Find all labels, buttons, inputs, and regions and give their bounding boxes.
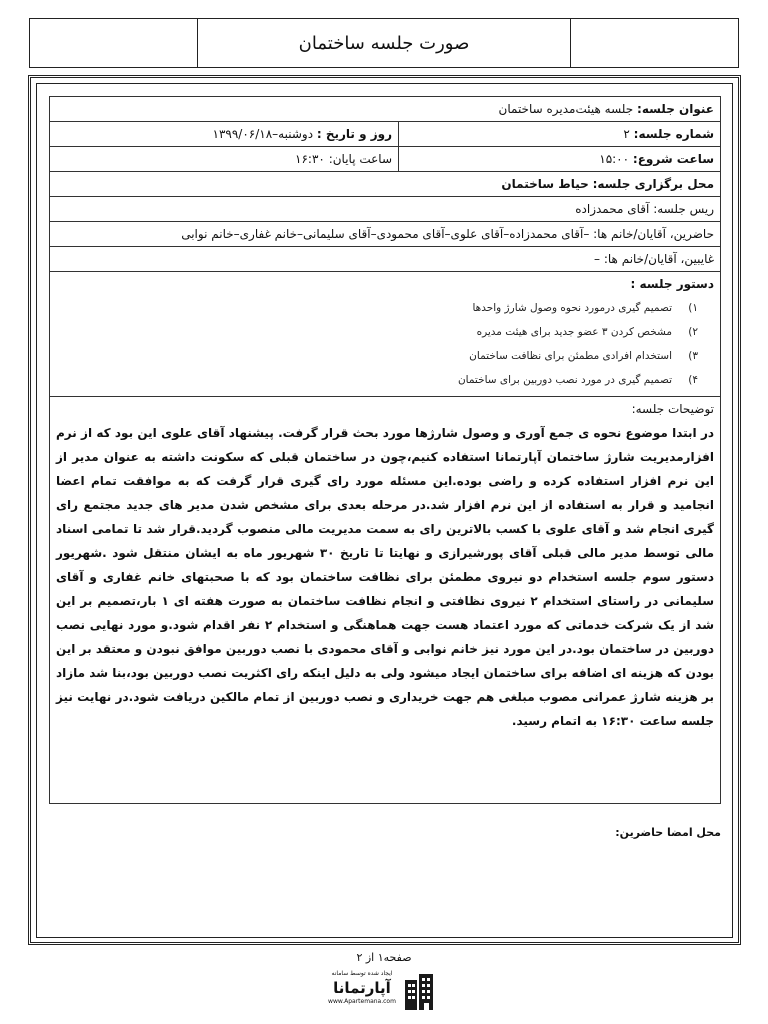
agenda-label: دستور جلسه : xyxy=(630,277,715,291)
chair-value: آقای محمدزاده xyxy=(575,202,650,216)
row-present xyxy=(50,222,721,247)
agenda-item-number: ۱) xyxy=(688,302,699,314)
date-label: روز و تاریخ : xyxy=(316,127,393,141)
logo-text xyxy=(323,970,401,1006)
location-label: محل برگزاری جلسه: xyxy=(592,177,715,191)
row-number-date xyxy=(50,122,721,147)
building-icon xyxy=(403,972,437,1012)
present-label: حاضرین، آقایان/خانم ها: xyxy=(593,227,715,241)
location-value: حیاط ساختمان xyxy=(501,177,589,191)
agenda-cell xyxy=(50,272,721,397)
notes-cell xyxy=(50,397,721,804)
agenda-item-number: ۲) xyxy=(688,326,699,338)
notes-text: در ابتدا موضوع نحوه ی جمع آوری و وصول شارژها مورد بحث قرار گرفت. پیشنهاد آقای علوی این بود که از نرم افزارمدیریت شارژ ساختمان آپارتمانا استفاده کنیم،چون در ساختمان قبلی که سکونت داشته به عنوان مدیر از این نرم افزار استفاده کرده و راضی بوده.این مسئله مورد رای گیری قرار گرفت که به موافقت تمام اعضا انجامید و قرار به استفاده از این نرم افزار شد.در مرحله بعدی برای مشخص شدن مدیر های جدید مجتمع رای گیری انجام شد و آقای علوی با کسب بالاترین رای به سمت مدیریت مالی منصوب گردید.قرار شد تا تمامی اسناد مالی توسط مدیر مالی قبلی آقای پورشیرازی و نهایتا تا تاریخ ۳۰ شهریور ماه به ایشان منتقل شود .شهریور دستور سوم جلسه استخدام دو نیروی مطمئن برای نظافت ساختمان بود که با صحبتهای خانم غفاری و آقای سلیمانی در راستای استخدام ۲ نیروی نظافتی و انجام نظافت ساختمان به صورت هفته ای ۱ بار،تصمیم بر این شد از یک شرکت خدماتی که مورد اعتماد هست جهت هماهنگی و استخدام ۲ نفر اقدام شود.و مورد نهایی نصب دوربین در ساختمان بود.در این مورد نیز خانم نوابی و آقای محمودی با نصب دوربین موافق نبودن و معتقد بر این بودن که هزینه ای اضافه برای ساختمان ایجاد میشود ولی به دلیل اینکه رای اکثریت نصب دوربین بود،بنا شد مازاد بر هزینه شارژ عمرانی مصوب مبلغی هم جهت خریداری و نصب دوربین از تمام مالکین دریافت شود.در نهایت نیز جلسه ساعت ۱۶:۳۰ به اتمام رسید. xyxy=(56,426,715,728)
agenda-item-number: ۳) xyxy=(688,350,699,362)
title-cell xyxy=(50,97,721,122)
header-right-cell xyxy=(571,19,738,67)
absent-value: – xyxy=(594,252,601,266)
end-value: ۱۶:۳۰ xyxy=(295,152,325,166)
start-value: ۱۵:۰۰ xyxy=(599,152,630,166)
row-agenda xyxy=(50,272,721,397)
row-times xyxy=(50,147,721,172)
row-absent xyxy=(50,247,721,272)
date-cell xyxy=(50,122,399,147)
logo-name: آپارتمانا xyxy=(333,979,391,997)
agenda-item-number: ۴) xyxy=(688,374,699,386)
end-label: ساعت پایان: xyxy=(328,152,393,166)
agenda-item xyxy=(56,320,698,344)
absent-label: غایبین، آقایان/خانم ها: xyxy=(603,252,715,266)
agenda-item xyxy=(56,344,698,368)
minutes-form xyxy=(49,96,721,804)
apartemana-logo xyxy=(323,970,443,1016)
agenda-item-text: تصمیم گیری درمورد نحوه وصول شارژ واحدها xyxy=(472,302,673,314)
start-cell xyxy=(399,147,721,172)
agenda-item-text: مشخص کردن ۳ عضو جدید برای هیئت مدیره xyxy=(476,326,673,338)
agenda-item xyxy=(56,368,698,392)
title-label: عنوان جلسه: xyxy=(637,102,715,116)
start-label: ساعت شروع: xyxy=(632,152,715,166)
row-notes xyxy=(50,397,721,804)
page-title: صورت جلسه ساختمان xyxy=(197,19,571,67)
end-cell xyxy=(50,147,399,172)
agenda-item xyxy=(56,296,698,320)
agenda-item-text: استخدام افرادی مطمئن برای نظافت ساختمان xyxy=(469,350,673,362)
present-cell xyxy=(50,222,721,247)
title-value: جلسه هیئت‌مدیره ساختمان xyxy=(498,102,634,116)
header-box xyxy=(29,18,739,68)
present-value: –آقای محمدزاده–آقای علوی–آقای محمودی–آقای سلیمانی–خانم غفاری–خانم نوابی xyxy=(181,227,590,241)
header-left-cell xyxy=(30,19,197,67)
agenda-item-text: تصمیم گیری در مورد نصب دوربین برای ساختمان xyxy=(457,374,673,386)
agenda-list xyxy=(56,296,714,392)
chair-cell xyxy=(50,197,721,222)
date-value: دوشنبه–۱۳۹۹/۰۶/۱۸ xyxy=(212,127,314,141)
chair-label: ریس جلسه: xyxy=(653,202,715,216)
logo-url: www.Apartemana.com xyxy=(328,998,396,1005)
row-title xyxy=(50,97,721,122)
number-value: ۲ xyxy=(623,127,630,141)
row-location xyxy=(50,172,721,197)
logo-tagline: ایجاد شده توسط سامانه xyxy=(331,970,393,977)
location-cell xyxy=(50,172,721,197)
signatures-label: محل امضا حاضرین: xyxy=(615,826,721,839)
number-label: شماره جلسه: xyxy=(633,127,715,141)
number-cell xyxy=(399,122,721,147)
page-number: صفحه۱ از ۲ xyxy=(356,951,412,964)
absent-cell xyxy=(50,247,721,272)
notes-label: توضیحات جلسه: xyxy=(631,402,715,416)
row-chair xyxy=(50,197,721,222)
